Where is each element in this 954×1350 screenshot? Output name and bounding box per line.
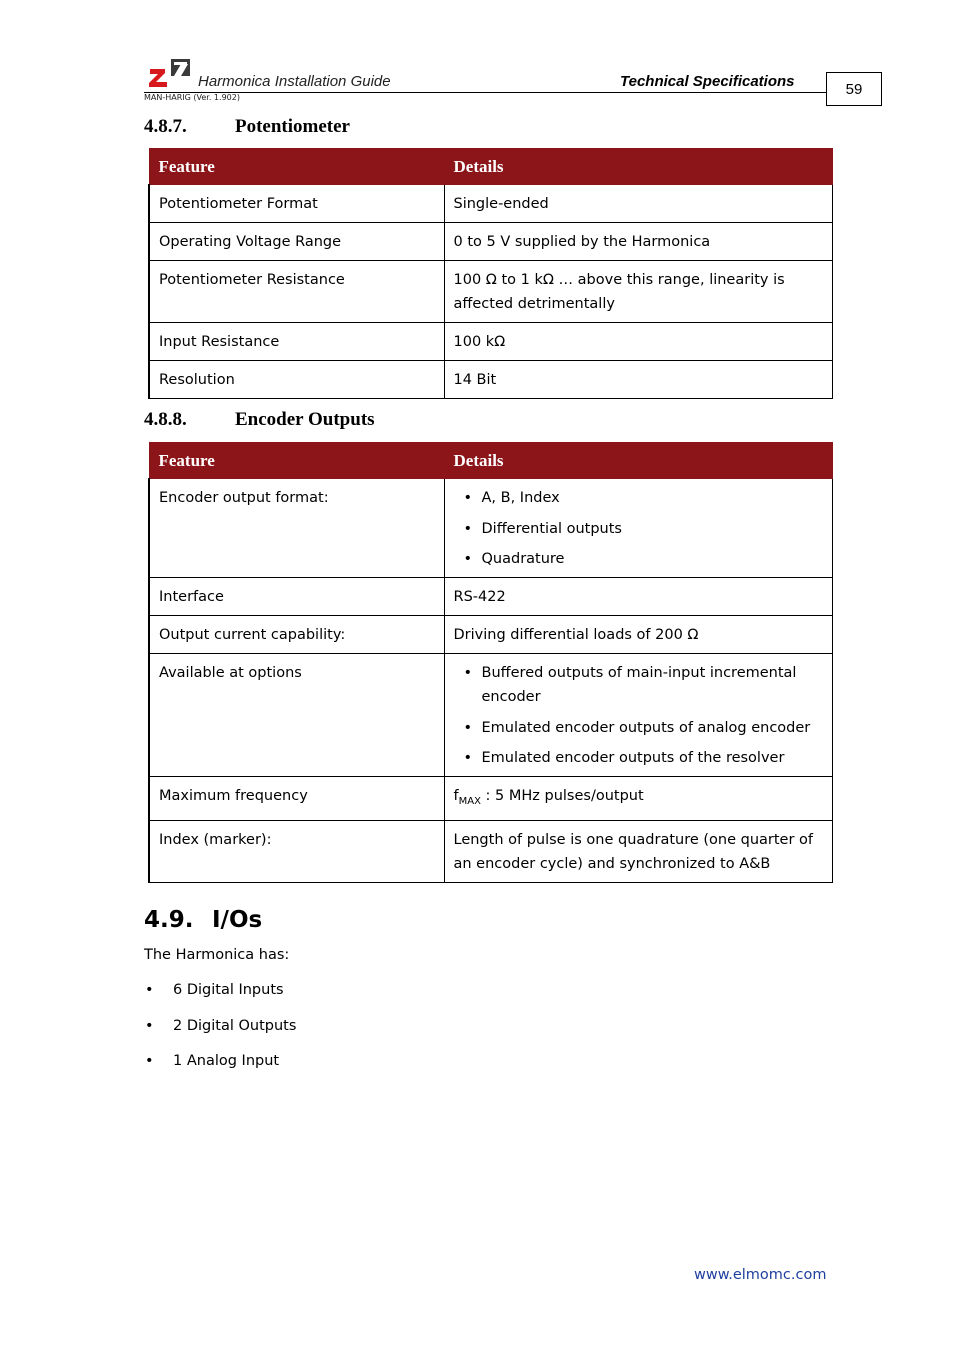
feature-cell: Interface [149,578,444,616]
details-cell: 14 Bit [444,361,832,399]
details-cell: 100 kΩ [444,323,832,361]
table-row [149,323,832,361]
table-row [149,185,832,223]
table-row [149,578,832,616]
details-cell [444,479,832,578]
details-cell: Length of pulse is one quadrature (one quarter of an encoder cycle) and synchronized to A&B [444,820,832,882]
details-list [454,486,823,571]
column-header-feature: Feature [149,149,444,185]
version-label: MAN-HARIG (Ver. 1.902) [144,93,240,102]
header-rule [144,92,827,93]
details-cell [444,654,832,777]
potentiometer-table [148,148,833,399]
heading-text: Potentiometer [235,116,350,137]
list-item: • 2 Digital Outputs [144,1018,296,1054]
heading-number: 4.8.8. [144,409,187,430]
heading-text: Encoder Outputs [235,409,375,430]
encoder-table [148,442,833,883]
feature-cell: Output current capability: [149,616,444,654]
table-header-row [149,443,832,479]
ios-list [144,982,296,1089]
list-item: • Emulated encoder outputs of analog encoder [482,716,823,740]
list-item: • Emulated encoder outputs of the resolver [482,746,823,770]
ios-intro: The Harmonica has: [144,947,290,963]
details-cell: 0 to 5 V supplied by the Harmonica [444,223,832,261]
heading-encoder-outputs [144,409,375,431]
list-item: • A, B, Index [482,486,823,510]
column-header-details: Details [444,443,832,479]
list-item: • 6 Digital Inputs [144,982,296,1018]
feature-cell: Resolution [149,361,444,399]
heading-number: 4.8.7. [144,116,187,137]
column-header-details: Details [444,149,832,185]
heading-ios [144,907,262,933]
heading-text: I/Os [212,907,263,933]
feature-cell: Potentiometer Format [149,185,444,223]
feature-cell: Maximum frequency [149,777,444,821]
freq-subscript: MAX [458,795,481,807]
details-cell: 100 Ω to 1 kΩ … above this range, linearity is affected detrimentally [444,261,832,323]
table-header-row [149,149,832,185]
details-list [454,661,823,770]
elmo-logo-icon [147,58,191,88]
table-row [149,616,832,654]
footer-website-link[interactable]: www.elmomc.com [694,1267,827,1283]
freq-symbol: f [453,788,459,804]
guide-title: Harmonica Installation Guide [198,73,391,90]
feature-cell: Encoder output format: [149,479,444,578]
feature-cell: Input Resistance [149,323,444,361]
details-cell: Driving differential loads of 200 Ω [444,616,832,654]
table-row [149,479,832,578]
feature-cell: Index (marker): [149,820,444,882]
table-row [149,261,832,323]
details-cell [444,777,832,821]
feature-cell: Available at options [149,654,444,777]
list-item: • 1 Analog Input [144,1053,296,1089]
table-row [149,654,832,777]
details-cell: RS-422 [444,578,832,616]
table-row [149,777,832,821]
feature-cell: Potentiometer Resistance [149,261,444,323]
table-row [149,223,832,261]
section-title: Technical Specifications [620,73,795,90]
table-row [149,820,832,882]
heading-potentiometer [144,116,350,138]
freq-value: : 5 MHz pulses/output [480,788,644,804]
list-item: • Quadrature [482,547,823,571]
heading-number: 4.9. [144,907,194,933]
page-number: 59 [826,72,882,106]
feature-cell: Operating Voltage Range [149,223,444,261]
list-item: • Differential outputs [482,517,823,541]
list-item: • Buffered outputs of main-input incremental encoder [482,661,823,709]
details-cell: Single-ended [444,185,832,223]
column-header-feature: Feature [149,443,444,479]
table-row [149,361,832,399]
